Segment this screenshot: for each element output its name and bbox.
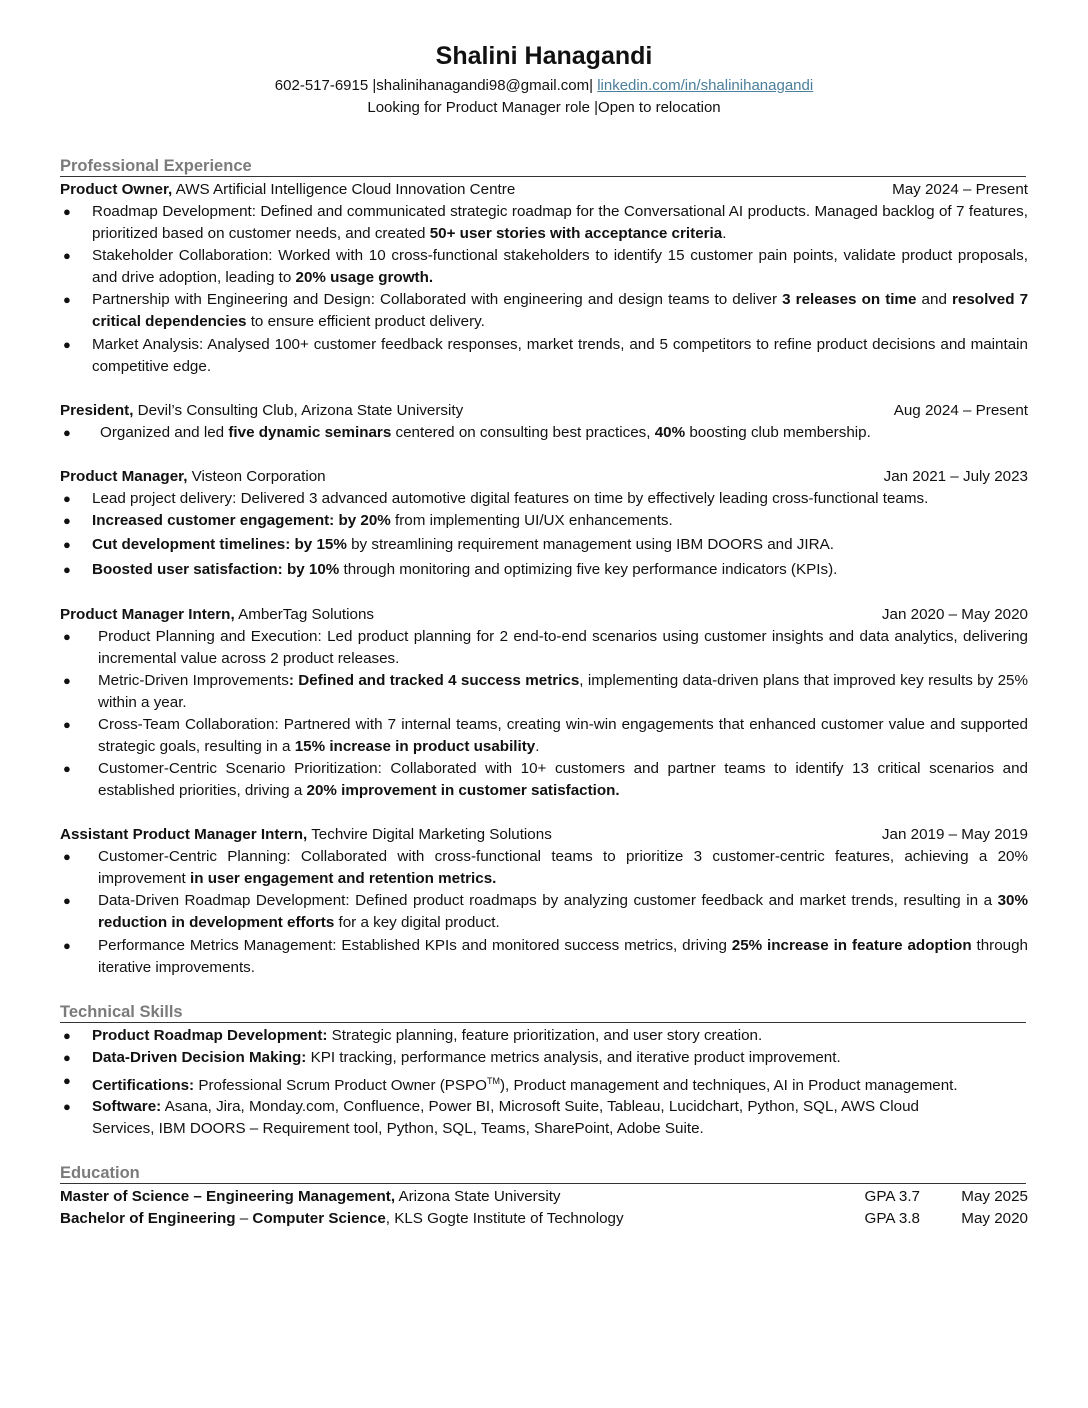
contact-line: [0, 77, 1088, 94]
bullet-icon: ●: [63, 761, 71, 776]
bullet-icon: ●: [63, 425, 71, 440]
job-date: May 2024 – Present: [892, 181, 1028, 198]
candidate-name: Shalini Hanagandi: [435, 42, 653, 70]
education-entry: Master of Science – Engineering Management, Arizona State University GPA 3.7 May 2025: [60, 1188, 1028, 1205]
education-entry: Bachelor of Engineering – Computer Science, KLS Gogte Institute of Technology GPA 3.8 May 2020: [60, 1210, 1028, 1227]
skill-item: ● Certifications: Professional Scrum Product Owner (PSPO™), Product management and techniques, AI in Product management.: [60, 1070, 1028, 1093]
bullet-icon: ●: [63, 248, 71, 263]
job-header: [60, 604, 1028, 625]
bullet-item: ● Market Analysis: Analysed 100+ customer feedback responses, market trends, and 5 competitors to refine product decisions and maintain competitive edge.: [63, 336, 1028, 376]
bullet-icon: ●: [63, 893, 71, 908]
bullet-icon: ●: [63, 1050, 71, 1065]
edu-date: May 2020: [961, 1210, 1028, 1227]
job-date: Jan 2020 – May 2020: [881, 606, 1028, 623]
job-header: [60, 824, 1028, 845]
skill-item: ● Product Roadmap Development: Strategic planning, feature prioritization, and user story creation.: [60, 1025, 1028, 1048]
bullet-item: ● Metric-Driven Improvements: Defined and tracked 4 success metrics, implementing data-driven plans that improved key results by 25% within a year.: [63, 672, 1028, 712]
bullet-item: ● Cut development timelines: by 15% by streamlining requirement management using IBM DOORS and JIRA.: [60, 534, 1028, 557]
skill-item: ● Software: Asana, Jira, Monday.com, Confluence, Power BI, Microsoft Suite, Tableau, Lucidchart, Python, SQL, AWS Cloud Services, IBM DOORS – Requirement tool, Python, SQL, Teams, SharePoint, Adobe Suite.: [63, 1098, 919, 1138]
bullet-item: ● Product Planning and Execution: Led product planning for 2 end-to-end scenarios using customer insights and data analytics, delivering incremental value across 2 product releases.: [63, 628, 1028, 668]
job-title: Product Manager, Visteon Corporation: [60, 468, 326, 485]
bullet-item: ● Cross-Team Collaboration: Partnered with 7 internal teams, creating win-win engagements that enhanced customer value and supported strategic goals, resulting in a 15% increase in product usability.: [63, 716, 1028, 756]
bullet-item: ● Data-Driven Roadmap Development: Defined product roadmaps by analyzing customer feedback and market trends, resulting in a 30% reduction in development efforts for a key digital product.: [63, 892, 1028, 932]
bullet-icon: ●: [63, 513, 71, 528]
job-title: Product Manager Intern, AmberTag Solutions: [60, 606, 374, 623]
bullet-icon: ●: [63, 629, 71, 644]
bullet-icon: ●: [63, 292, 71, 307]
bullet-icon: ●: [63, 537, 71, 552]
gpa: GPA 3.7: [864, 1188, 920, 1205]
section-title-education: Education: [60, 1164, 1026, 1184]
job-header: [60, 466, 1028, 487]
job-title: Assistant Product Manager Intern, Techvire Digital Marketing Solutions: [60, 826, 552, 843]
job-date: Jan 2019 – May 2019: [881, 826, 1028, 843]
bullet-icon: ●: [63, 491, 71, 506]
bullet-item: ● Roadmap Development: Defined and communicated strategic roadmap for the Conversational AI products. Managed backlog of 7 features, prioritized based on customer needs, and created 50+ user stories with acceptance criteria.: [63, 203, 1028, 243]
bullet-icon: ●: [63, 337, 71, 352]
bullet-item: ● Lead project delivery: Delivered 3 advanced automotive digital features on time by effectively leading cross-functional teams.: [60, 488, 1028, 511]
bullet-item: ● Boosted user satisfaction: by 10% through monitoring and optimizing five key performance indicators (KPIs).: [60, 559, 1028, 582]
bullet-icon: ●: [63, 673, 71, 688]
job-header: [60, 179, 1028, 200]
job-date: Aug 2024 – Present: [893, 402, 1028, 419]
job-header: [60, 400, 1028, 421]
linkedin-link[interactable]: linkedin.com/in/shalinihanagandi: [597, 77, 814, 94]
bullet-item: ● Increased customer engagement: by 20% from implementing UI/UX enhancements.: [60, 510, 1028, 533]
edu-date: May 2025: [961, 1188, 1028, 1205]
bullet-icon: ●: [63, 849, 71, 864]
bullet-icon: ●: [63, 1099, 71, 1114]
job-date: Jan 2021 – July 2023: [883, 468, 1028, 485]
bullet-item: ● Customer-Centric Scenario Prioritization: Collaborated with 10+ customers and partner teams to identify 13 critical scenarios and established priorities, driving a 20% improvement in customer satisfaction.: [63, 760, 1028, 800]
skill-item: ● Data-Driven Decision Making: KPI tracking, performance metrics analysis, and iterative product improvement.: [60, 1047, 1028, 1070]
bullet-icon: ●: [63, 562, 71, 577]
phone-email: 602-517-6915 |shalinihanagandi98@gmail.com|: [274, 77, 598, 94]
job-title: President, Devil’s Consulting Club, Arizona State University: [60, 402, 464, 419]
bullet-icon: ●: [63, 204, 71, 219]
bullet-item: ● Organized and led five dynamic seminars centered on consulting best practices, 40% boosting club membership.: [60, 422, 1028, 445]
section-title-experience: Professional Experience: [60, 157, 1026, 177]
bullet-item: ● Partnership with Engineering and Design: Collaborated with engineering and design teams to deliver 3 releases on time and resolved 7 critical dependencies to ensure efficient product delivery.: [63, 291, 1029, 331]
bullet-item: ● Performance Metrics Management: Established KPIs and monitored success metrics, driving 25% increase in feature adoption through iterative improvements.: [63, 937, 1028, 977]
bullet-icon: ●: [63, 938, 71, 953]
section-title-skills: Technical Skills: [60, 1003, 1026, 1023]
tagline: Looking for Product Manager role |Open to relocation: [367, 99, 721, 116]
job-title: Product Owner, AWS Artificial Intelligence Cloud Innovation Centre: [60, 181, 516, 198]
gpa: GPA 3.8: [864, 1210, 920, 1227]
bullet-icon: ●: [63, 1073, 71, 1088]
bullet-item: ● Stakeholder Collaboration: Worked with 10 cross-functional stakeholders to identify 15 customer pain points, validate product proposals, and drive adoption, leading to 20% usage growth.: [63, 247, 1028, 287]
bullet-icon: ●: [63, 717, 71, 732]
bullet-icon: ●: [63, 1028, 71, 1043]
bullet-item: ● Customer-Centric Planning: Collaborated with cross-functional teams to prioritize 3 customer-centric features, achieving a 20% improvement in user engagement and retention metrics.: [63, 848, 1028, 888]
